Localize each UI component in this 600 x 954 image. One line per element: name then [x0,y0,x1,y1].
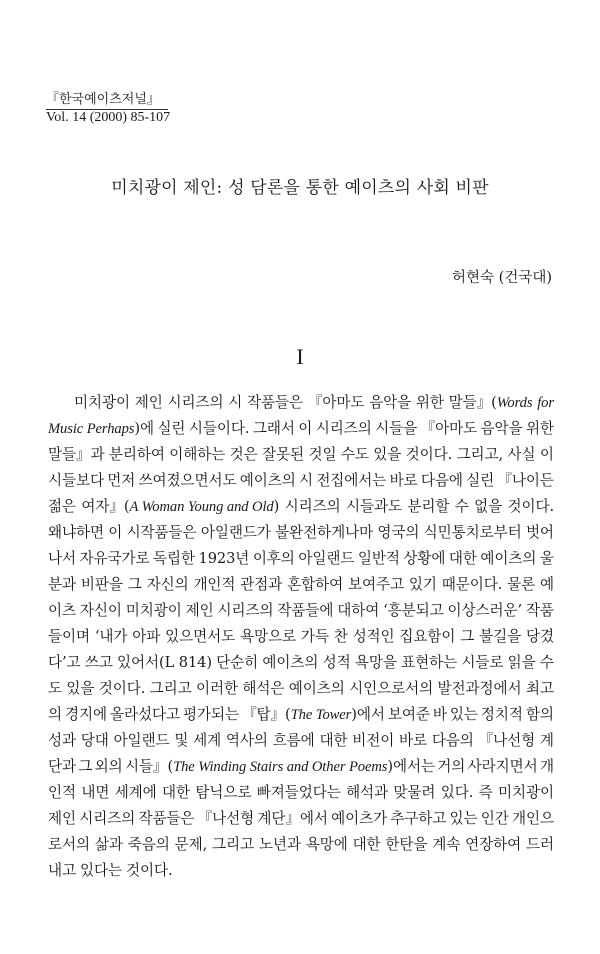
paragraph-line [48,520,554,546]
paragraph-word: 나서 [48,550,76,567]
paragraph-word: 이 [298,420,313,437]
paragraph-word: 제인 [185,602,214,619]
paragraph-word: 없을 [474,498,503,515]
paragraph-word: 그리고 [149,680,192,697]
paragraph-word: 이상스러운’ [447,602,523,619]
paragraph-word: 대한 [162,784,191,801]
paragraph-word: 개 [539,758,554,775]
paragraph-word: 찬 [333,628,348,645]
paragraph-word: 미치광이 [74,394,130,411]
paragraph-word: 드러 [526,836,554,853]
paragraph-line [48,598,554,624]
paragraph-word: 이 [539,446,554,463]
paragraph-line [48,390,554,416]
paragraph-word: 맞물려 [393,784,436,801]
paragraph-word: 불완전하게나마 [275,524,374,541]
paragraph-word: 관점과 [240,576,283,593]
paragraph-word: 시리즈의 [167,394,224,411]
paragraph-word: 시리즈의 [315,420,372,437]
paragraph-word: 그리고 [211,836,254,853]
paragraph-line [48,650,554,676]
paragraph-word: 최고 [525,680,554,697]
paragraph-word: 성과 [48,732,76,749]
paragraph-word: 실린 [157,420,186,437]
paragraph-word: 인간 [480,810,509,827]
paragraph-word: 잘못된 [262,446,305,463]
paragraph-word: 있다. [440,784,474,801]
paragraph-word: 시 [299,472,314,489]
paragraph-line [48,442,554,468]
paragraph-word: 예이츠의 [480,550,537,567]
paragraph-line [48,546,554,572]
paragraph-word: 작품들에 [277,602,334,619]
paragraph-word: 것이다. [98,680,146,697]
paragraph-word: 예이츠가 [331,810,388,827]
paragraph-word: 세계 [193,732,222,749]
paragraph-word: 단순히 [216,654,259,671]
paragraph-word: 것일 [308,446,337,463]
paragraph-word: 제인 [134,394,163,411]
paragraph-word: 역사의 [225,732,268,749]
paragraph-word: 바 [432,706,447,723]
article-title: 미치광이 제인: 성 담론을 통한 예이츠의 사회 비판 [111,178,489,198]
paragraph-word: 있는 [449,810,478,827]
paragraph-word: 시작품들은 [126,524,197,541]
paragraph-word: Music Perhaps)에 [48,420,154,437]
paragraph-word: 있을 [66,680,95,697]
paragraph-word: 집요함이 [399,628,456,645]
paragraph-word: 아일랜드 [113,732,170,749]
paragraph-word: 수도 [340,446,369,463]
paragraph-word: 독립한 [153,550,196,567]
paragraph-word: 『나이든 [497,472,554,489]
paragraph-word: 벗어 [525,524,554,541]
paragraph-word: 울 [539,550,554,567]
paragraph-line [48,494,554,520]
paragraph-word: 미치광이 [125,602,182,619]
paragraph-word: 쓰고 [84,654,113,671]
paragraph-word: 그 [127,576,142,593]
section-heading: I [296,344,304,369]
paragraph-word: 대한 [448,550,477,567]
paragraph-word: 때문이다. [441,576,503,593]
paragraph-word: 계속 [432,836,461,853]
paragraph-word: 이러한 [196,680,239,697]
paragraph-word: 그리고, [456,446,504,463]
paragraph-word: 자신이 [79,602,122,619]
paragraph-word: 불길을 [479,628,522,645]
paragraph-word: 『나선형 [197,810,255,827]
paragraph-word: 분리할 [407,498,450,515]
author-affiliation: 허현숙 (건국대) [452,270,552,286]
paragraph-word: 추구하고 [390,810,447,827]
paragraph-word: for [537,395,554,411]
paragraph-word: 시 [228,394,243,411]
paragraph-word: 욕망에 [305,836,348,853]
paragraph-word: 사라지면서 [467,758,538,775]
paragraph-line [48,572,554,598]
paragraph-word: 위한 [415,394,444,411]
paragraph-word: 물론 [507,576,536,593]
paragraph-word: 죽음의 [127,836,170,853]
paragraph-word: 영국의 [377,524,420,541]
paragraph-word: 다’고 [48,654,81,671]
paragraph-word: 다음의 [431,732,474,749]
paragraph-line [48,416,554,442]
paragraph-word: 내면 [81,784,110,801]
paragraph-word: 작품들은 [138,810,195,827]
paragraph-word: 바로 [399,732,428,749]
paragraph-word: 해석은 [242,680,285,697]
paragraph-word: 것이다. [507,498,554,515]
paragraph-word: 것이다. [405,446,453,463]
paragraph-word: 내고 [48,862,76,879]
paragraph-word: 경지에 [65,706,108,723]
paragraph-word: 보여준 [387,706,430,723]
paragraph-word: 분과 [48,576,76,593]
paragraph-word: 있으면서도 [165,628,236,645]
paragraph-word: 혼합하여 [287,576,344,593]
paragraph-word: 식민통치로부터 [423,524,522,541]
paragraph-word: 자유국가로 [79,550,150,567]
paragraph-word: 이해하는 [169,446,226,463]
paragraph-word: 다음에 [420,472,463,489]
paragraph-word: 연장하여 [465,836,522,853]
paragraph-word: 작품들은 [247,394,304,411]
paragraph-word: 대하여 [337,602,380,619]
paragraph-word: 시들을 [375,420,418,437]
paragraph-word: 그 [78,758,93,775]
paragraph-word: 시들이다. [188,420,250,437]
paragraph-word: 성적 [322,654,351,671]
paragraph-word: 대한 [352,836,381,853]
paragraph-word: 시리즈의 [79,810,136,827]
paragraph-word: 것이다. [126,862,173,879]
paragraph-word: 『아마도 [307,394,365,411]
paragraph-word: 해석과 [346,784,389,801]
paragraph-word: 수 [454,498,469,515]
paragraph-word: 있기 [408,576,437,593]
paragraph-word: 『탑』(The Tower)에서 [242,706,385,723]
volume-info: Vol. 14 (2000) 85-107 [46,110,171,125]
paragraph-word: 평가되는 [183,706,240,723]
paragraph-word: 성적인 [352,628,395,645]
paragraph-word: 즉 [478,784,493,801]
paragraph-word: 함의 [525,706,554,723]
paragraph-word: 이츠 [48,602,76,619]
paragraph-word: 비판을 [80,576,123,593]
paragraph-word: 단과 [48,758,76,775]
paragraph-word: 이후의 [252,550,295,567]
paragraph-word: 일반적 [357,550,400,567]
paragraph-word: 자신의 [146,576,189,593]
paragraph-word: 젊은 [48,498,76,515]
paragraph-word: 노년과 [258,836,301,853]
paragraph-word: 도 [48,680,62,697]
paragraph-line [48,858,554,884]
paragraph-word: 욕망으로 [239,628,296,645]
paragraph-word: 계단』에서 [257,810,328,827]
paragraph-word: 예이츠의 [239,472,296,489]
paragraph-word: 발전과정에서 [437,680,522,697]
paragraph-line [48,468,554,494]
paragraph-word: 흐름에 [272,732,315,749]
paragraph-word: 먼저 [107,472,136,489]
paragraph-line [48,728,554,754]
paragraph-word: 음악을 [369,394,412,411]
paragraph-word: 및 [174,732,189,749]
paragraph-word: 이 [108,524,123,541]
paragraph-line [48,832,554,858]
paragraph-word: 개인적 [193,576,236,593]
paragraph-word: 인적 [48,784,76,801]
paragraph-word: 그래서 [252,420,295,437]
paragraph-word: 대한 [319,732,348,749]
paragraph-word: 음악을 [480,420,523,437]
paragraph-line [48,780,554,806]
paragraph-word: 시들』(The Winding Stairs and Other Poems)에서는 [124,758,435,775]
paragraph-word: 있는 [449,706,478,723]
paragraph-word: 쓰여졌으면서도 [138,472,237,489]
paragraph-word: ‘내가 [94,628,128,645]
paragraph-word: 시들보다 [48,472,104,489]
paragraph-word: 시리즈의 [217,602,274,619]
paragraph-word: 로서의 [48,836,90,853]
paragraph-word: ‘흥분되고 [383,602,444,619]
paragraph-word: 상황에 [403,550,446,567]
paragraph-word: 있을 [373,446,402,463]
paragraph-word: 계 [539,732,554,749]
paragraph-word: 제인 [48,810,76,827]
paragraph-word: 외의 [94,758,123,775]
body-paragraph [48,390,554,884]
paragraph-word: 시인으로서의 [349,680,434,697]
paragraph-line [48,676,554,702]
paragraph-line [48,624,554,650]
paragraph-word: 바로 [389,472,418,489]
paragraph-word: 거의 [437,758,466,775]
paragraph-word: 있다는 [80,862,122,879]
paragraph-word: 들이며 [48,628,90,645]
paragraph-word: 세계에 [114,784,157,801]
paragraph-line [48,702,554,728]
paragraph-word: 것은 [229,446,258,463]
paragraph-word: 『나선형 [478,732,536,749]
paragraph-word: 위한 [525,420,554,437]
paragraph-word: 작품 [525,602,554,619]
paragraph-word: 시들과도 [345,498,402,515]
paragraph-word: 비전이 [352,732,395,749]
paragraph-word: 가득 [300,628,329,645]
paragraph-word: 욕망을 [354,654,397,671]
paragraph-word: 한탄을 [385,836,428,853]
paragraph-word: 예이츠의 [262,654,319,671]
paragraph-word: 『아마도 [420,420,478,437]
paragraph-word: 문제, [174,836,208,853]
paragraph-word: 빠져들었다는 [256,784,341,801]
paragraph-word: 전집에서는 [316,472,387,489]
paragraph-word: 올라섰다고 [110,706,181,723]
paragraph-word: 탐닉으로 [195,784,252,801]
paragraph-word: 사실 [507,446,536,463]
paragraph-word: 예 [539,576,554,593]
paragraph-line [48,806,554,832]
paragraph-word: 미치광이 [497,784,554,801]
paragraph-word: 개인으 [511,810,554,827]
paragraph-word: 수 [539,654,554,671]
paragraph-word: 정치적 [480,706,523,723]
journal-name: 『한국예이츠저널』 [46,92,168,110]
paragraph-word: 여자』(A Woman Young and Old) [81,498,280,515]
paragraph-line [48,754,554,780]
paragraph-word: 삶과 [94,836,123,853]
paragraph-word: 아일랜드 [298,550,355,567]
paragraph-word: 그 [460,628,475,645]
paragraph-word: 말들』(Words [448,394,533,411]
paragraph-word: 실린 [466,472,495,489]
paragraph-word: 1923년 [198,550,250,567]
paragraph-word: 시들로 [461,654,504,671]
paragraph-word: 아파 [132,628,161,645]
paragraph-word: 말들』과 [48,446,105,463]
paragraph-word: 당겼 [526,628,554,645]
paragraph-word: 아일랜드가 [200,524,271,541]
paragraph-word: 분리하여 [108,446,165,463]
paragraph-word: 보여주고 [348,576,405,593]
paragraph-word: 예이츠의 [288,680,345,697]
paragraph-word: 당대 [80,732,109,749]
paragraph-word: 왜냐하면 [48,524,104,541]
paragraph-word: 있어서(L 814) [117,654,212,671]
paragraph-word: 표현하는 [401,654,458,671]
paragraph-word: 시리즈의 [284,498,341,515]
paragraph-word: 읽을 [507,654,536,671]
paragraph-word: 의 [48,706,62,723]
